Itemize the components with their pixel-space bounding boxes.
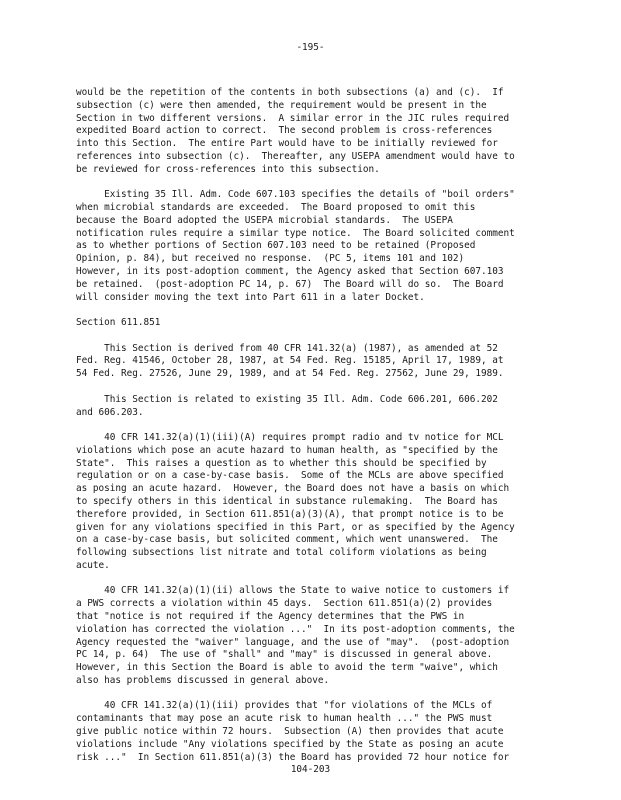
text-line: be retained. (post-adoption PC 14, p. 67) The Board will do so. The Board (76, 278, 504, 290)
text-line: will consider moving the text into Part 611 in a later Docket. (76, 291, 425, 303)
text-line: on a case-by-case basis, but solicited comment, which went unanswered. The (76, 534, 498, 546)
text-line: Section in two different versions. A similar error in the JIC rules required (76, 112, 510, 124)
text-line: PC 14, p. 64) The use of "shall" and "may" is discussed in general above. (76, 649, 493, 661)
text-line: as to whether portions of Section 607.103 need to be retained (Proposed (76, 240, 476, 252)
text-line: regulation or on a case-by-case basis. Some of the MCLs are above specified (76, 470, 504, 482)
text-line: as posing an acute hazard. However, the Board does not have a basis on which (76, 483, 510, 495)
text-line: notification rules require a similar type notice. The Board solicited comment (76, 227, 515, 239)
text-line: Agency requested the "waiver" language, and the use of "may". (post-adoption (76, 636, 510, 648)
text-line: However, in its post-adoption comment, the Agency asked that Section 607.103 (76, 265, 504, 277)
text-line: give public notice within 72 hours. Subsection (A) then provides that acute (76, 726, 504, 737)
text-line: to specify others in this identical in substance rulemaking. The Board has (76, 496, 498, 507)
text-line: therefore provided, in Section 611.851(a)(3)(A), that prompt notice is to be (76, 508, 504, 520)
text-line: given for any violations specified in this Part, or as specified by the Agency (76, 521, 515, 533)
text-line: expedited Board action to correct. The second problem is cross-references (76, 125, 493, 137)
text-line: acute. (76, 559, 110, 571)
text-line: 40 CFR 141.32(a)(1)(ii) allows the State to waive notice to customers if (76, 585, 510, 597)
text-line: 40 CFR 141.32(a)(1)(iii)(A) requires prompt radio and tv notice for MCL (76, 432, 504, 444)
text-line: Section 611.851 (76, 317, 161, 328)
text-line: risk ..." In Section 611.851(a)(3) the Board has provided 72 hour notice for (76, 751, 510, 763)
text-line: This Section is related to existing 35 Ill. Adm. Code 606.201, 606.202 (76, 393, 498, 405)
page-footer: 104-203 (290, 764, 331, 775)
text-line: be reviewed for cross-references into this subsection. (76, 163, 380, 175)
text-line: violation has corrected the violation ..." In its post-adoption comments, the (76, 623, 515, 635)
text-line: a PWS corrects a violation within 45 days. Section 611.851(a)(2) provides (76, 598, 493, 610)
text-line: This Section is derived from 40 CFR 141.32(a) (1987), as amended at 52 (76, 342, 498, 354)
text-line: violations include "Any violations specified by the State as posing an acute (76, 738, 504, 750)
text-line: Opinion, p. 84), but received no response. (PC 5, items 101 and 102) (76, 253, 465, 265)
text-line: also has problems discussed in general above. (76, 674, 330, 686)
text-line: following subsections list nitrate and total coliform violations as being (76, 547, 487, 559)
text-line: because the Board adopted the USEPA microbial standards. The USEPA (76, 214, 453, 226)
text-line: State". This raises a question as to whether this should be specified by (76, 457, 487, 469)
text-line: 54 Fed. Reg. 27526, June 29, 1989, and at 54 Fed. Reg. 27562, June 29, 1989. (76, 368, 504, 380)
text-line: violations which pose an acute hazard to human health, as "specified by the (76, 444, 498, 456)
text-line: when microbial standards are exceeded. The Board proposed to omit this (76, 202, 476, 213)
text-line: subsection (c) were then amended, the requirement would be present in the (76, 99, 487, 111)
page-number: -195- (296, 42, 325, 53)
text-line: into this Section. The entire Part would have to be initially reviewed for (76, 138, 498, 150)
text-line: would be the repetition of the contents in both subsections (a) and (c). If (76, 87, 504, 98)
text-line: that "notice is not required if the Agency determines that the PWS in (76, 611, 465, 622)
text-line: Existing 35 Ill. Adm. Code 607.103 specifies the details of "boil orders" (76, 189, 515, 201)
text-line: and 606.203. (76, 406, 144, 418)
text-line: However, in this Section the Board is able to avoid the term "waive", which (76, 662, 498, 674)
text-line: contaminants that may pose an acute risk to human health ..." the PWS must (76, 713, 493, 725)
text-line: 40 CFR 141.32(a)(1)(iii) provides that "for violations of the MCLs of (76, 700, 493, 712)
text-line: references into subsection (c). Thereafter, any USEPA amendment would have to (76, 150, 515, 162)
text-line: Fed. Reg. 41546, October 28, 1987, at 54 Fed. Reg. 15185, April 17, 1989, at (76, 355, 504, 367)
